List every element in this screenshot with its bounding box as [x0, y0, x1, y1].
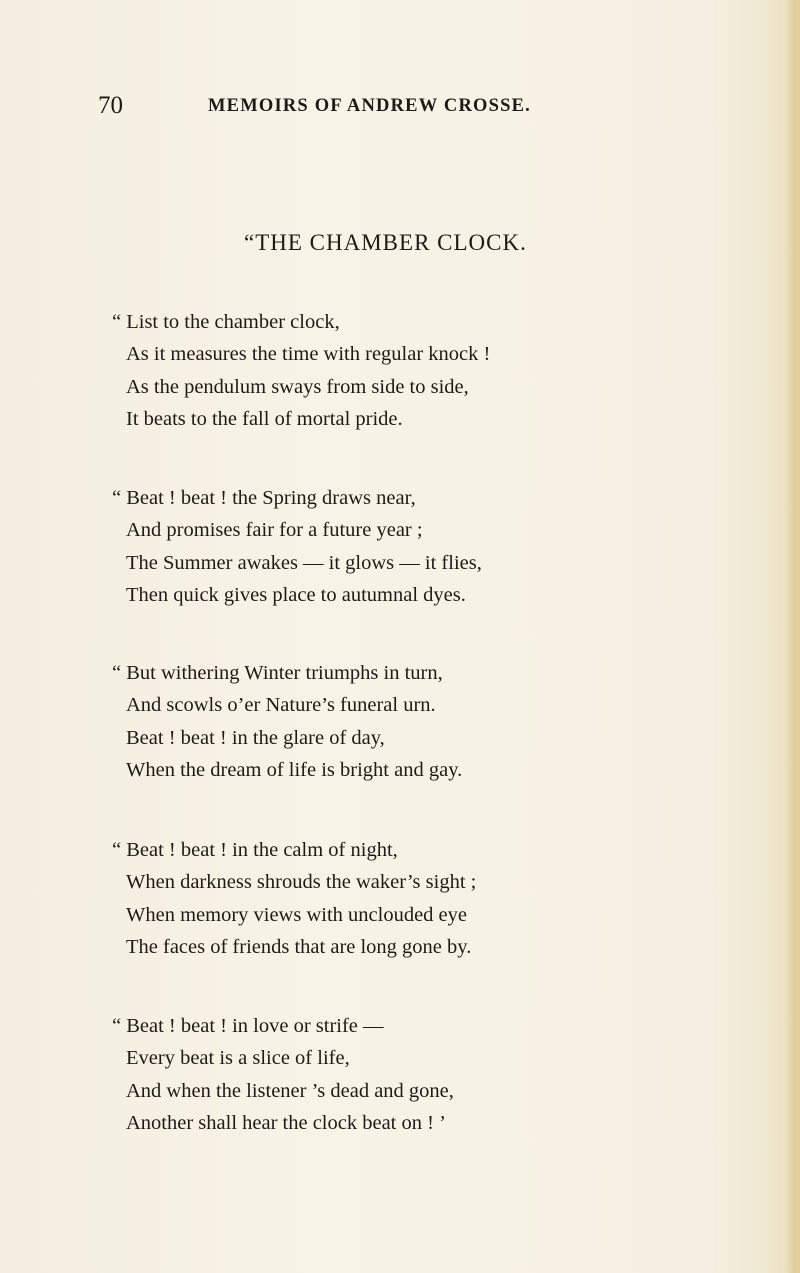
- poem-line: “ Beat ! beat ! the Spring draws near,: [112, 487, 416, 509]
- page-number: 70: [98, 92, 123, 119]
- poem-title: “THE CHAMBER CLOCK.: [244, 230, 527, 255]
- stanza-2: [112, 482, 712, 612]
- poem-line: Beat ! beat ! in the glare of day,: [126, 726, 385, 749]
- page-edge: [786, 0, 800, 1273]
- poem-line: “ List to the chamber clock,: [112, 311, 340, 333]
- poem-line: The faces of friends that are long gone by.: [126, 936, 472, 959]
- stanza-1: [112, 306, 712, 436]
- poem-line: Every beat is a slice of life,: [126, 1047, 350, 1070]
- stanza-5: [112, 1010, 712, 1140]
- poem-line: When memory views with unclouded eye: [126, 903, 468, 926]
- poem-line: As the pendulum sways from side to side,: [126, 375, 469, 398]
- stanza-3: [112, 657, 712, 787]
- poem-line: “ Beat ! beat ! in love or strife —: [112, 1015, 384, 1037]
- running-head: MEMOIRS OF ANDREW CROSSE.: [208, 96, 531, 116]
- poem-line: And scowls o’er Nature’s funeral urn.: [126, 694, 436, 717]
- stanza-4: [112, 834, 712, 964]
- poem-line: Another shall hear the clock beat on ! ’: [126, 1112, 446, 1135]
- poem-line: When the dream of life is bright and gay.: [126, 759, 463, 782]
- poem-line: It beats to the fall of mortal pride.: [126, 408, 403, 431]
- page-header: [0, 92, 800, 132]
- poem-line: Then quick gives place to autumnal dyes.: [126, 584, 466, 607]
- poem-line: The Summer awakes — it glows — it flies,: [126, 551, 482, 574]
- poem-line: “ Beat ! beat ! in the calm of night,: [112, 839, 398, 861]
- poem-line: When darkness shrouds the waker’s sight ;: [126, 871, 477, 894]
- poem-line: As it measures the time with regular knock !: [126, 343, 491, 366]
- poem-line: And promises fair for a future year ;: [126, 519, 423, 542]
- poem-line: “ But withering Winter triumphs in turn,: [112, 662, 443, 684]
- poem-line: And when the listener ’s dead and gone,: [126, 1079, 454, 1102]
